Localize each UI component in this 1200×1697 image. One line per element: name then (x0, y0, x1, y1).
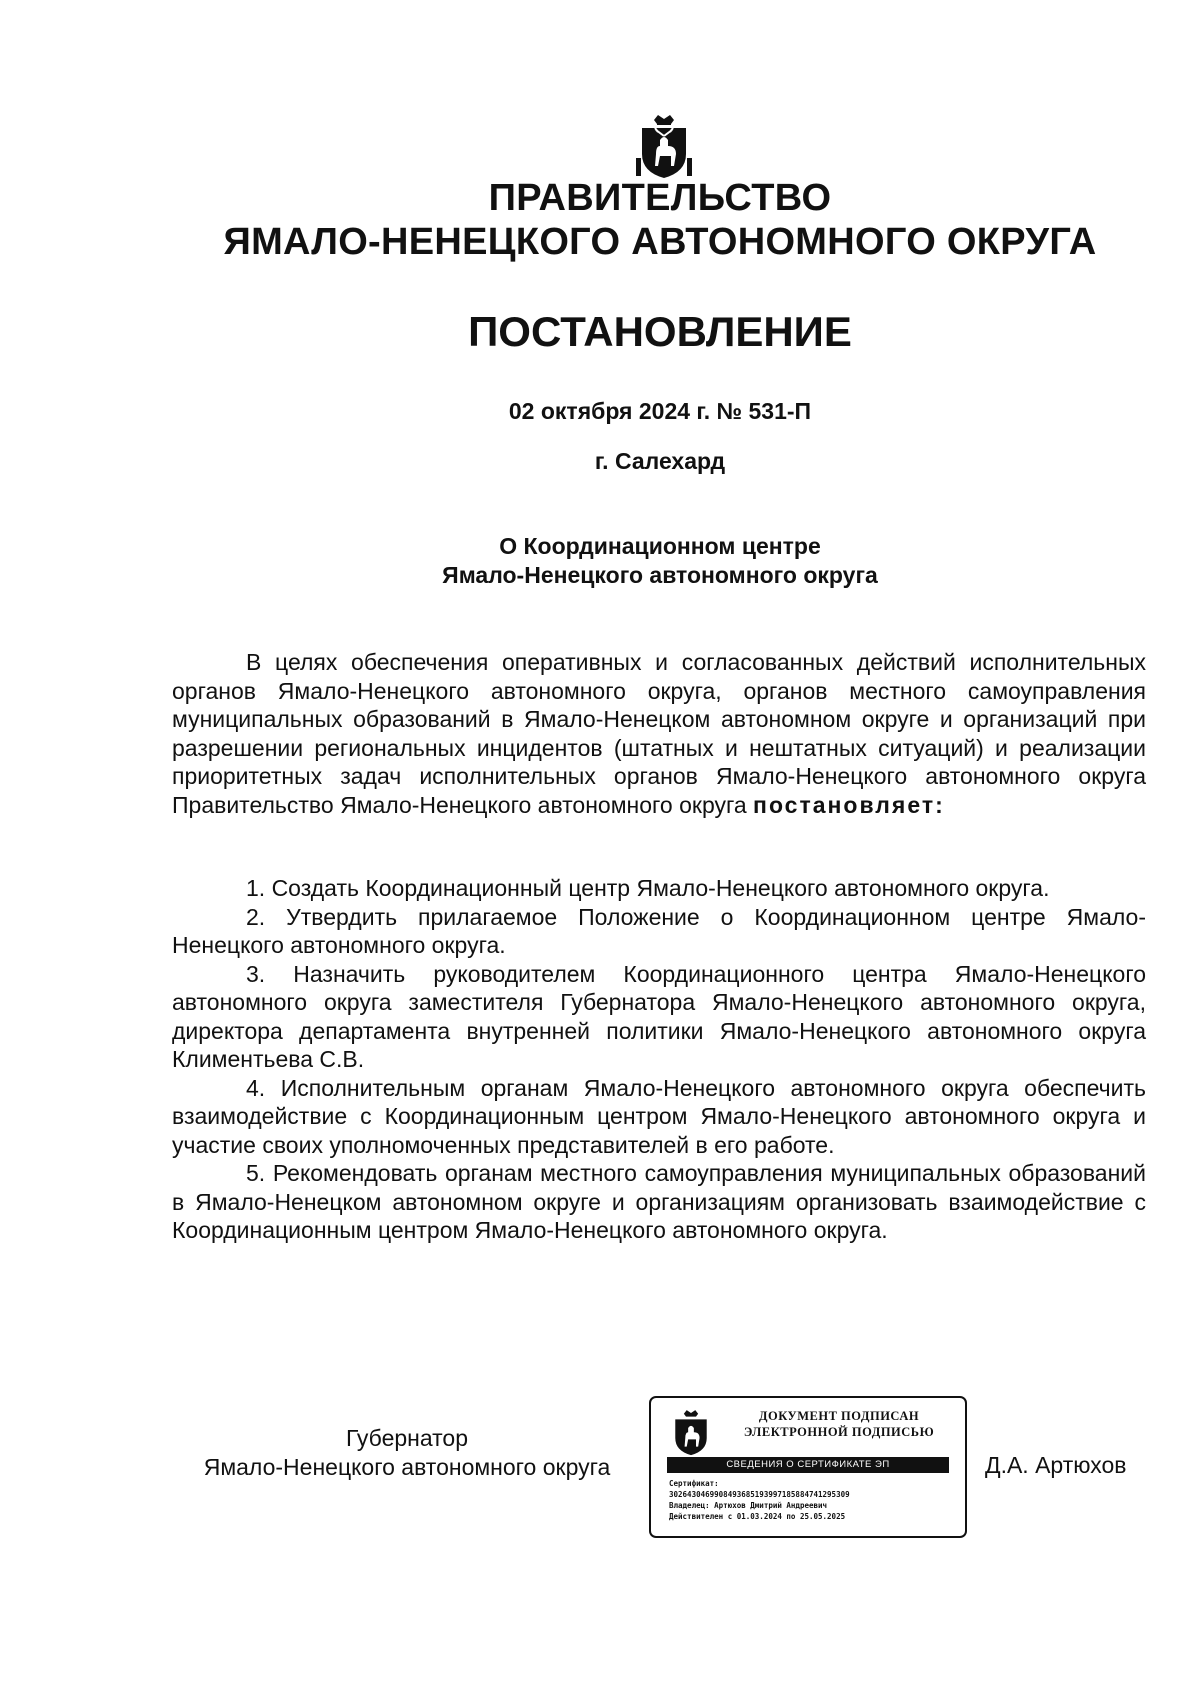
signatory-position-line2: Ямало-Ненецкого автономного округа (203, 1454, 611, 1480)
document-type: ПОСТАНОВЛЕНИЕ (468, 308, 852, 355)
stamp-cert-label: Сертификат: (669, 1479, 719, 1488)
stamp-certificate-bar: СВЕДЕНИЯ О СЕРТИФИКАТЕ ЭП (667, 1457, 949, 1473)
stamp-cert-number: 3026430469908493685193997185884741295309 (669, 1490, 850, 1499)
stamp-heading-line1: ДОКУМЕНТ ПОДПИСАН (758, 1409, 920, 1423)
signatory-position (172, 1424, 642, 1482)
stamp-coat-of-arms-icon (671, 1408, 711, 1458)
list-item: 5. Рекомендовать органам местного самоуправления муниципальных образований в Ямало-Ненецком автономном округе и организациям организовать взаимодействие с Координационным центром Ямало-Ненецкого автономного округа. (172, 1160, 1146, 1243)
decree-word: постановляет: (753, 791, 945, 818)
document-title-line2: Ямало-Ненецкого автономного округа (442, 562, 878, 588)
stamp-heading-line2: ЭЛЕКТРОННОЙ ПОДПИСЬЮ (743, 1425, 935, 1439)
list-item: 2. Утвердить прилагаемое Положение о Координационном центре Ямало-Ненецкого автономного округа. (172, 903, 1146, 958)
date-and-number: 02 октября 2024 г. № 531-П (508, 398, 812, 424)
stamp-validity: Действителен с 01.03.2024 по 25.05.2025 (669, 1512, 846, 1521)
stamp-owner: Владелец: Артюхов Дмитрий Андреевич (669, 1501, 828, 1510)
electronic-signature-stamp (649, 1396, 967, 1538)
document-title-line1: О Координационном центре (499, 533, 821, 559)
city: г. Салехард (594, 448, 726, 474)
document-title (0, 532, 1200, 590)
signatory-name: Д.А. Артюхов (985, 1452, 1127, 1478)
signatory-position-line1: Губернатор (345, 1425, 469, 1451)
list-item: 4. Исполнительным органам Ямало-Ненецкого автономного округа обеспечить взаимодействие с Координационным центром Ямало-Ненецкого автономного округа и участие своих уполномоченных представителей в его работе. (172, 1074, 1146, 1158)
preamble-text: В целях обеспечения оперативных и согласованных действий исполнительных органов Ямало-Ненецкого автономного округа, органов местного самоуправления муниципальных образований в Ямало-Ненецком автономном округе и организаций при разрешении региональных инцидентов (штатных и нештатных ситуаций) и реализации приоритетных задач исполнительных органов Ямало-Ненецкого автономного округа Правительство Ямало-Ненецкого автономного округа (172, 649, 1146, 818)
preamble-paragraph (172, 648, 1146, 819)
stamp-heading (721, 1408, 957, 1440)
government-name-line2: ЯМАЛО-НЕНЕЦКОГО АВТОНОМНОГО ОКРУГА (223, 221, 1097, 263)
list-item: 3. Назначить руководителем Координационного центра Ямало-Ненецкого автономного округа заместителя Губернатора Ямало-Ненецкого автономного округа, директора департамента внутренней политики Ямало-Ненецкого автономного округа Климентьева С.В. (172, 960, 1146, 1072)
preamble (172, 648, 1146, 819)
list-item: 1. Создать Координационный центр Ямало-Ненецкого автономного округа. (246, 875, 1050, 901)
government-name-line1: ПРАВИТЕЛЬСТВО (488, 177, 832, 219)
resolution-items (172, 874, 1146, 1245)
stamp-certificate-details (669, 1478, 961, 1522)
coat-of-arms-icon (636, 114, 692, 180)
